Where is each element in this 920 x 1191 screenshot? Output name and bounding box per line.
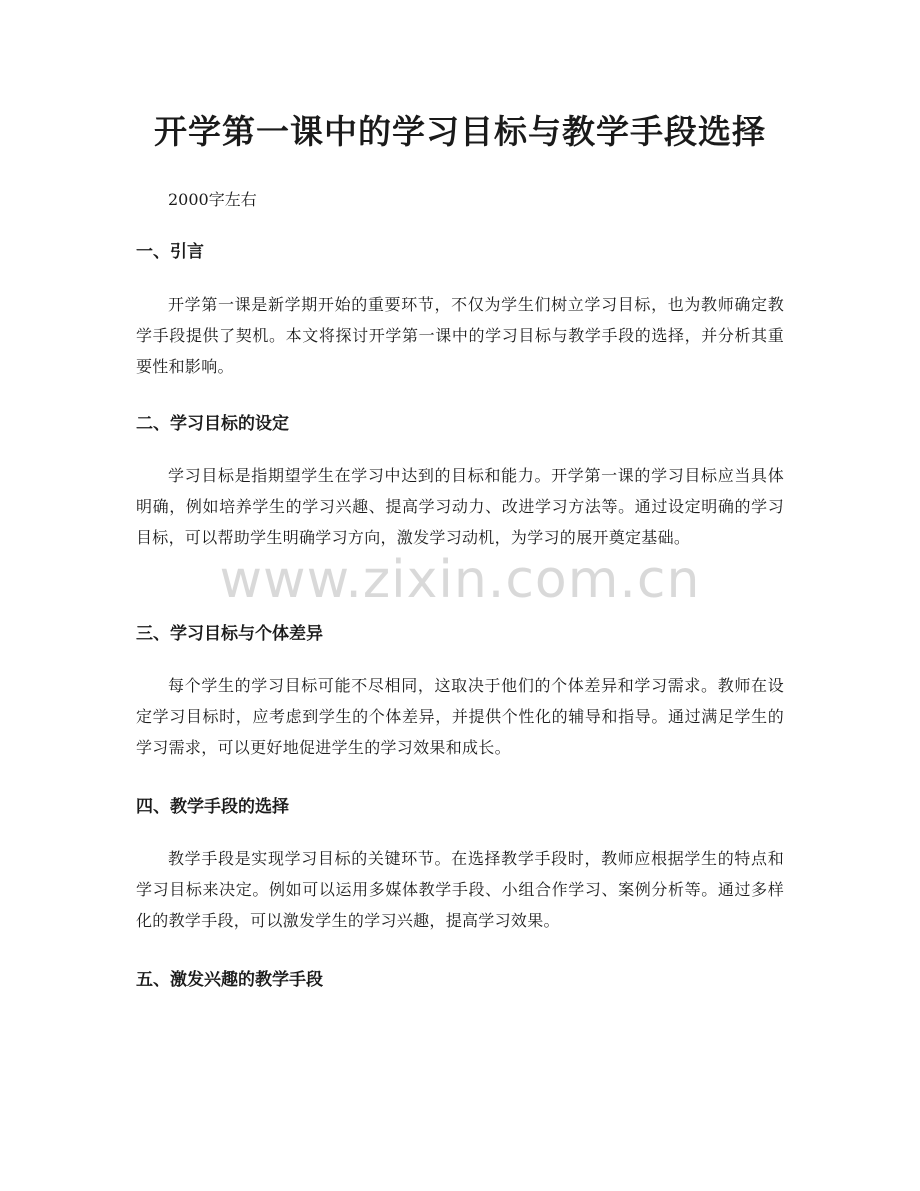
section-paragraph-intro: 开学第一课是新学期开始的重要环节，不仅为学生们树立学习目标，也为教师确定教学手段提供了契机。本文将探讨开学第一课中的学习目标与教学手段的选择，并分析其重要性和影响。 [136,295,784,376]
section-heading-interest: 五、激发兴趣的教学手段 [136,970,323,990]
section-heading-methods: 四、教学手段的选择 [136,797,289,817]
section-heading-goals: 二、学习目标的设定 [136,414,289,434]
section-heading-intro: 一、引言 [136,242,204,262]
section-paragraph-differences: 每个学生的学习目标可能不尽相同，这取决于他们的个体差异和学习需求。教师在设定学习目标时，应考虑到学生的个体差异，并提供个性化的辅导和指导。通过满足学生的学习需求，可以更好地促进学生的学习效果和成长。 [136,676,784,757]
document-subtitle: 2000字左右 [168,190,257,209]
document-title: 开学第一课中的学习目标与教学手段选择 [154,112,766,151]
section-paragraph-methods: 教学手段是实现学习目标的关键环节。在选择教学手段时，教师应根据学生的特点和学习目标来决定。例如可以运用多媒体教学手段、小组合作学习、案例分析等。通过多样化的教学手段，可以激发学生的学习兴趣，提高学习效果。 [136,849,784,930]
section-heading-differences: 三、学习目标与个体差异 [136,624,323,644]
watermark: www.zixin.com.cn [219,550,701,610]
section-paragraph-goals: 学习目标是指期望学生在学习中达到的目标和能力。开学第一课的学习目标应当具体明确，例如培养学生的学习兴趣、提高学习动力、改进学习方法等。通过设定明确的学习目标，可以帮助学生明确学习方向，激发学习动机，为学习的展开奠定基础。 [136,466,784,547]
